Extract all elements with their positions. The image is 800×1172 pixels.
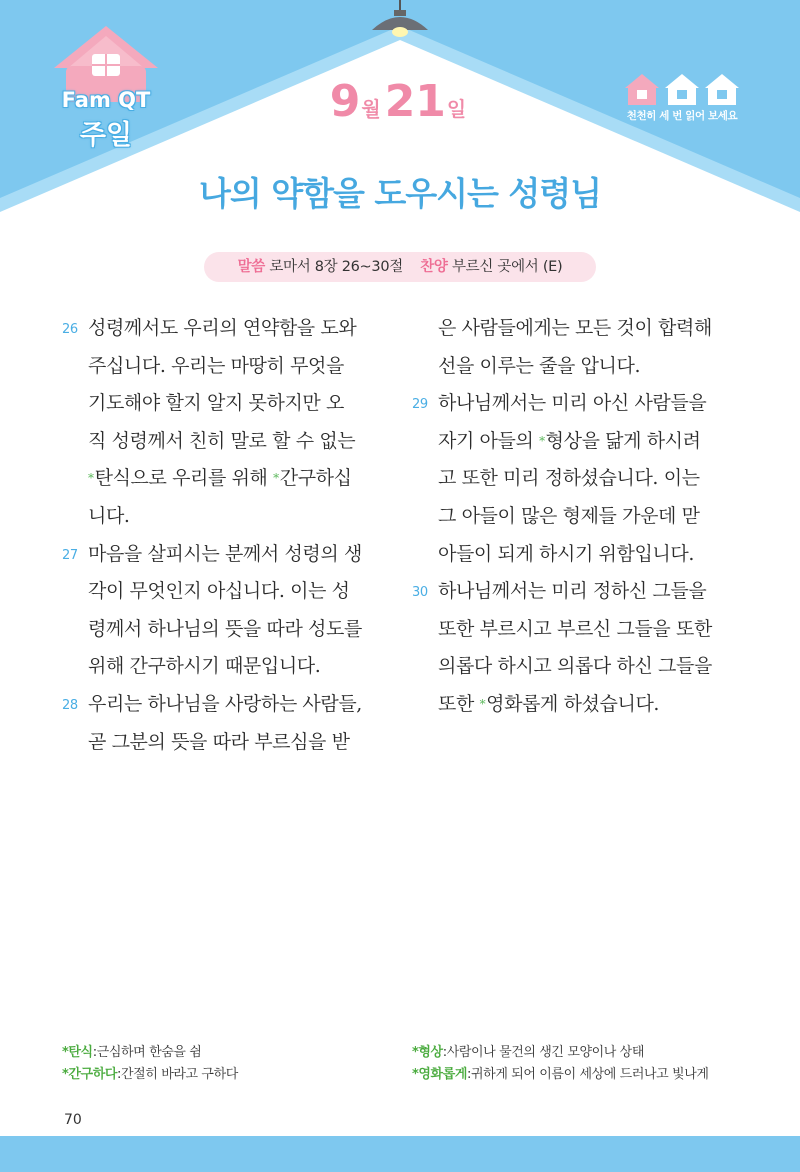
page-number: 70 bbox=[64, 1112, 82, 1128]
logo-title: Fam QT bbox=[61, 88, 151, 112]
scripture-text: 니다. bbox=[88, 504, 130, 527]
footnote-term: *형상 bbox=[412, 1045, 443, 1060]
date-heading bbox=[300, 76, 500, 127]
scripture-line bbox=[62, 648, 402, 686]
hymn-tag: 찬양 bbox=[420, 259, 448, 275]
scripture-text: 우리는 하나님을 사랑하는 사람들, bbox=[88, 692, 362, 715]
footnote-definition: :귀하게 되어 이름이 세상에 드러나고 빛나게 bbox=[467, 1067, 709, 1082]
scripture-text: 선을 이루는 줄을 압니다. bbox=[438, 354, 641, 377]
scripture-line bbox=[412, 498, 752, 536]
scripture-line bbox=[412, 573, 752, 611]
scripture-text: 령께서 하나님의 뜻을 따라 성도를 bbox=[88, 617, 362, 640]
fam-qt-logo bbox=[46, 22, 166, 150]
scripture-line bbox=[412, 648, 752, 686]
scripture-column-left bbox=[62, 310, 402, 761]
scripture-text: 은 사람들에게는 모든 것이 합력해 bbox=[438, 317, 712, 339]
scripture-text: 하나님께서는 미리 아신 사람들을 bbox=[438, 392, 707, 415]
house-icon-pink bbox=[625, 74, 659, 105]
scripture-line bbox=[62, 310, 402, 348]
scripture-text: 성령께서도 우리의 연약함을 도와 bbox=[88, 317, 357, 339]
scripture-text: 또한 bbox=[438, 692, 480, 715]
footnote-marker: * bbox=[479, 696, 486, 711]
scripture-text: 영화롭게 하셨습니다. bbox=[486, 692, 660, 715]
scripture-line bbox=[62, 573, 402, 611]
logo-subtitle: 주일 bbox=[79, 120, 133, 151]
date-day: 21 bbox=[384, 76, 446, 127]
scripture-text: 주십니다. 우리는 마땅히 무엇을 bbox=[88, 354, 344, 377]
scripture-line bbox=[62, 460, 402, 498]
footnote-term: *탄식 bbox=[62, 1045, 93, 1060]
scripture-text: 각이 무엇인지 아십니다. 이는 성 bbox=[88, 580, 350, 603]
footnote-definition: :사람이나 물건의 생긴 모양이나 상태 bbox=[442, 1045, 644, 1060]
footnote-definition: :근심하며 한숨을 쉼 bbox=[92, 1045, 202, 1060]
scripture-line bbox=[62, 724, 402, 762]
scripture-text: 직 성령께서 친히 말로 할 수 없는 bbox=[88, 429, 356, 452]
scripture-line bbox=[412, 686, 752, 724]
scripture-line bbox=[412, 385, 752, 423]
scripture-line bbox=[412, 611, 752, 649]
scripture-line bbox=[62, 536, 402, 574]
footnote-marker: * bbox=[88, 471, 94, 486]
scripture-text: 자기 아들의 bbox=[438, 429, 540, 452]
scripture-text: 아들이 되게 하시기 위함입니다. bbox=[438, 542, 694, 565]
scripture-line bbox=[412, 460, 752, 498]
bottom-bar bbox=[0, 1136, 800, 1172]
scripture-line bbox=[62, 348, 402, 386]
footnote-marker: * bbox=[273, 471, 279, 486]
word-reference: 로마서 8장 26~30절 bbox=[269, 259, 403, 275]
footnote bbox=[412, 1042, 644, 1064]
scripture-text: 마음을 살피시는 분께서 성령의 생 bbox=[88, 542, 362, 565]
page-title: 나의 약함을 도우시는 성령님 bbox=[198, 174, 601, 213]
scripture-line bbox=[62, 686, 402, 724]
scripture-column-right bbox=[412, 310, 752, 724]
scripture-text: 형상을 닮게 하시려 bbox=[545, 429, 701, 452]
scripture-line bbox=[62, 611, 402, 649]
date-month-unit: 월 bbox=[361, 97, 381, 121]
date-month: 9 bbox=[329, 76, 361, 127]
footnote bbox=[62, 1042, 201, 1064]
scripture-text: 간구하십 bbox=[279, 467, 352, 490]
scripture-text: 의롭다 하시고 의롭다 하신 그들을 bbox=[438, 655, 712, 678]
read-three-times-icons bbox=[622, 72, 742, 106]
footnote-marker: * bbox=[539, 433, 545, 448]
scripture-text: 기도해야 할지 알지 못하지만 오 bbox=[88, 392, 344, 415]
footnote-term: *간구하다 bbox=[62, 1067, 118, 1082]
verse-number: 28 bbox=[62, 697, 78, 713]
scripture-text: 그 아들이 많은 형제들 가운데 맏 bbox=[438, 504, 700, 527]
house-icon-white bbox=[705, 74, 739, 105]
scripture-text: 고 또한 미리 정하셨습니다. 이는 bbox=[438, 467, 700, 490]
scripture-reference bbox=[204, 252, 596, 282]
scripture-line bbox=[412, 348, 752, 386]
verse-number: 30 bbox=[412, 585, 428, 601]
read-hint: 천천히 세 번 읽어 보세요 bbox=[626, 110, 738, 122]
scripture-line bbox=[412, 423, 752, 461]
scripture-text: 위해 간구하시기 때문입니다. bbox=[88, 655, 321, 678]
scripture-text: 곧 그분의 뜻을 따라 부르심을 받 bbox=[88, 730, 350, 753]
hymn-reference: 부르신 곳에서 (E) bbox=[451, 259, 563, 275]
verse-number: 26 bbox=[62, 322, 78, 337]
scripture-line bbox=[412, 310, 752, 348]
house-icon-white bbox=[665, 74, 699, 105]
word-tag: 말씀 bbox=[237, 259, 266, 275]
verse-number: 29 bbox=[412, 397, 428, 413]
date-day-unit: 일 bbox=[446, 97, 467, 121]
verse-number: 27 bbox=[62, 547, 78, 563]
scripture-line bbox=[62, 423, 402, 461]
scripture-text: 탄식으로 우리를 위해 bbox=[94, 467, 274, 490]
scripture-line bbox=[62, 385, 402, 423]
scripture-line bbox=[412, 536, 752, 574]
scripture-text: 또한 부르시고 부르신 그들을 또한 bbox=[438, 617, 712, 640]
footnote bbox=[62, 1064, 238, 1086]
footnote bbox=[412, 1064, 709, 1086]
footnote-term: *영화롭게 bbox=[412, 1067, 468, 1082]
footnote-definition: :간절히 바라고 구하다 bbox=[117, 1067, 238, 1082]
scripture-line bbox=[62, 498, 402, 536]
scripture-text: 하나님께서는 미리 정하신 그들을 bbox=[438, 580, 707, 603]
